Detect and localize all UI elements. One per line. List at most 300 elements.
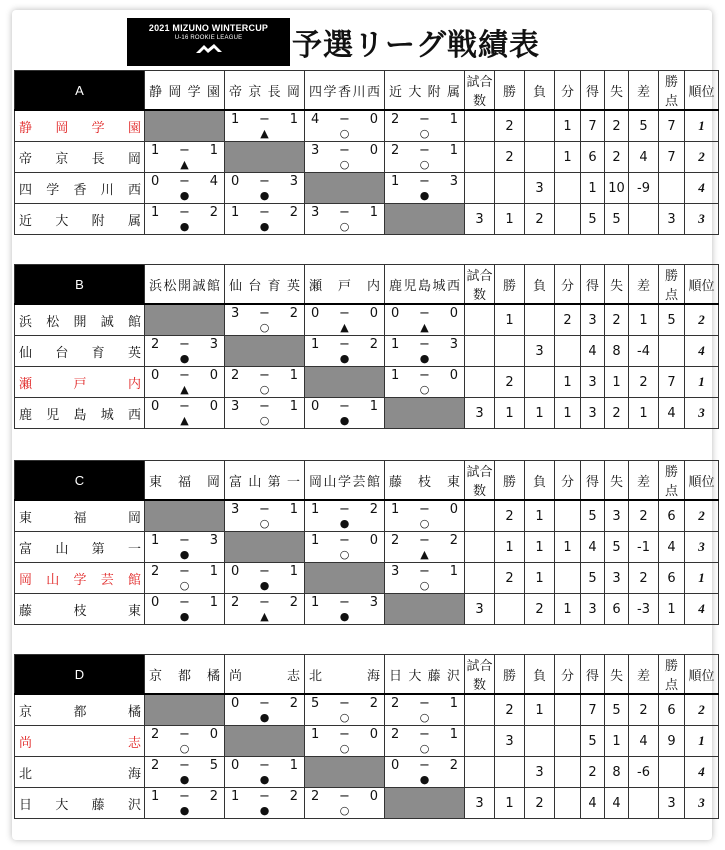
stat-value: 3 xyxy=(525,336,555,367)
stat-value xyxy=(525,726,555,757)
stat-value xyxy=(555,726,581,757)
stat-value xyxy=(465,563,495,594)
stat-value: 3 xyxy=(525,757,555,788)
score-right: 3 xyxy=(449,337,458,352)
match-result xyxy=(145,788,225,819)
stat-value: 7 xyxy=(581,110,605,142)
column-header-team xyxy=(385,461,465,501)
team-name xyxy=(15,173,145,204)
team-row xyxy=(15,110,719,142)
score-left: 4 xyxy=(311,112,320,127)
stat-value: 1 xyxy=(605,726,629,757)
stat-value: 4 xyxy=(605,788,629,819)
stat-value: 7 xyxy=(659,142,685,173)
score-right: 0 xyxy=(449,368,458,383)
match-result xyxy=(145,204,225,235)
rank-value: 2 xyxy=(685,304,719,336)
score-dash: − xyxy=(419,112,430,127)
spread-text: 静 岡 学 園 xyxy=(19,120,141,136)
score-left: 0 xyxy=(151,399,160,414)
match-score xyxy=(385,697,464,711)
group-a-table xyxy=(14,70,719,235)
match-score xyxy=(145,144,224,158)
spread-text: 東 福 岡 xyxy=(149,474,220,490)
stat-value: 1 xyxy=(629,398,659,429)
win-mark-icon: ○ xyxy=(419,383,430,396)
column-header-team xyxy=(305,265,385,305)
team-name xyxy=(15,367,145,398)
stat-value: -4 xyxy=(629,336,659,367)
win-mark-icon: ○ xyxy=(419,742,430,755)
spread-text: 日 大 藤 沢 xyxy=(19,797,141,813)
match-result xyxy=(305,398,385,429)
match-score xyxy=(305,697,384,711)
match-result xyxy=(385,500,465,532)
match-result xyxy=(225,367,305,398)
stat-value: 3 xyxy=(465,204,495,235)
score-dash: − xyxy=(179,174,190,189)
stat-header: 負 xyxy=(525,71,555,111)
score-right: 0 xyxy=(369,112,378,127)
header-row xyxy=(15,461,719,501)
score-right: 0 xyxy=(369,727,378,742)
stat-header: 失 xyxy=(605,71,629,111)
logo-title: 2021 MIZUNO WINTERCUP xyxy=(148,23,269,33)
spread-text: 富 山 第 一 xyxy=(229,474,300,490)
match-score xyxy=(225,206,304,220)
score-right: 5 xyxy=(209,758,218,773)
score-dash: − xyxy=(339,205,350,220)
stat-value xyxy=(525,110,555,142)
stat-value xyxy=(555,694,581,726)
match-score xyxy=(225,697,304,711)
score-right: 1 xyxy=(369,399,378,414)
stat-value: 1 xyxy=(659,594,685,625)
self-match-blank xyxy=(145,110,225,142)
draw-mark-icon: ▲ xyxy=(340,321,349,334)
stat-value xyxy=(465,757,495,788)
match-result xyxy=(145,336,225,367)
loss-mark-icon: ● xyxy=(259,220,270,233)
rank-value: 3 xyxy=(685,398,719,429)
rank-value: 4 xyxy=(685,757,719,788)
stat-value xyxy=(495,336,525,367)
score-left: 1 xyxy=(231,112,240,127)
stat-value xyxy=(495,757,525,788)
draw-mark-icon: ▲ xyxy=(180,158,189,171)
win-mark-icon: ○ xyxy=(419,517,430,530)
score-right: 4 xyxy=(209,174,218,189)
group-b-table xyxy=(14,264,719,429)
spread-text: 北 海 xyxy=(309,668,380,684)
column-header-team xyxy=(305,71,385,111)
match-score xyxy=(305,206,384,220)
stat-value: 2 xyxy=(555,304,581,336)
spread-text: 尚 志 xyxy=(19,735,141,751)
logo-subtitle: U-16 ROOKIE LEAGUE xyxy=(174,35,243,41)
draw-mark-icon: ▲ xyxy=(260,127,269,140)
score-dash: − xyxy=(419,502,430,517)
team-row xyxy=(15,726,719,757)
score-dash: − xyxy=(259,696,270,711)
team-row xyxy=(15,204,719,235)
win-mark-icon: ○ xyxy=(339,548,350,561)
match-score xyxy=(305,503,384,517)
score-dash: − xyxy=(419,758,430,773)
win-mark-icon: ○ xyxy=(419,579,430,592)
match-result xyxy=(145,563,225,594)
score-left: 2 xyxy=(231,595,240,610)
match-score xyxy=(145,206,224,220)
stat-value: 2 xyxy=(495,694,525,726)
spread-text: 浜 松 開 誠 館 xyxy=(19,314,141,330)
stat-value xyxy=(465,500,495,532)
score-right: 1 xyxy=(289,502,298,517)
score-dash: − xyxy=(179,595,190,610)
stat-value: 2 xyxy=(525,204,555,235)
score-dash: − xyxy=(339,337,350,352)
stat-value xyxy=(659,173,685,204)
column-header-team xyxy=(385,655,465,695)
stat-value: 3 xyxy=(525,173,555,204)
match-score xyxy=(225,400,304,414)
match-result xyxy=(225,500,305,532)
score-right: 2 xyxy=(449,758,458,773)
column-header-team xyxy=(145,265,225,305)
spread-text: 京 都 橘 xyxy=(19,704,141,720)
stat-value: -9 xyxy=(629,173,659,204)
score-left: 0 xyxy=(231,564,240,579)
stat-value: 5 xyxy=(605,694,629,726)
stat-value: 1 xyxy=(555,110,581,142)
match-result xyxy=(225,110,305,142)
score-right: 0 xyxy=(369,789,378,804)
match-score xyxy=(145,338,224,352)
match-score xyxy=(305,400,384,414)
rank-value: 1 xyxy=(685,110,719,142)
score-right: 2 xyxy=(369,696,378,711)
score-dash: − xyxy=(259,112,270,127)
match-score xyxy=(305,113,384,127)
stat-value: 1 xyxy=(525,532,555,563)
stat-header: 負 xyxy=(525,655,555,695)
score-left: 0 xyxy=(151,595,160,610)
stat-header: 勝点 xyxy=(659,655,685,695)
stat-value xyxy=(465,304,495,336)
rank-value: 2 xyxy=(685,142,719,173)
score-left: 1 xyxy=(391,502,400,517)
mizuno-runbird-icon xyxy=(194,43,224,55)
match-score xyxy=(145,400,224,414)
stat-value: 1 xyxy=(555,594,581,625)
score-left: 2 xyxy=(391,696,400,711)
spread-text: 京 都 橘 xyxy=(149,668,220,684)
self-match-blank xyxy=(385,594,465,625)
match-result xyxy=(305,204,385,235)
match-score xyxy=(225,565,304,579)
stat-value xyxy=(555,204,581,235)
team-row xyxy=(15,694,719,726)
score-right: 2 xyxy=(209,789,218,804)
team-row xyxy=(15,398,719,429)
score-left: 2 xyxy=(391,112,400,127)
loss-mark-icon: ● xyxy=(259,189,270,202)
column-header-team xyxy=(305,461,385,501)
stat-header: 得 xyxy=(581,461,605,501)
stat-value: 4 xyxy=(659,532,685,563)
score-left: 1 xyxy=(311,502,320,517)
score-right: 2 xyxy=(449,533,458,548)
stat-value: -6 xyxy=(629,757,659,788)
group-c-table xyxy=(14,460,719,625)
self-match-blank xyxy=(385,788,465,819)
stat-header: 失 xyxy=(605,461,629,501)
score-dash: − xyxy=(339,595,350,610)
stat-header: 勝 xyxy=(495,655,525,695)
stat-value xyxy=(465,367,495,398)
match-result xyxy=(385,726,465,757)
match-score xyxy=(145,369,224,383)
score-dash: − xyxy=(179,789,190,804)
score-dash: − xyxy=(179,337,190,352)
score-right: 2 xyxy=(369,337,378,352)
stat-value: 5 xyxy=(581,204,605,235)
stat-value: 10 xyxy=(605,173,629,204)
score-right: 0 xyxy=(449,502,458,517)
score-left: 0 xyxy=(151,368,160,383)
match-score xyxy=(225,503,304,517)
match-score xyxy=(385,113,464,127)
score-dash: − xyxy=(419,727,430,742)
stat-value: 4 xyxy=(629,142,659,173)
stat-value: 7 xyxy=(659,110,685,142)
rank-value: 4 xyxy=(685,173,719,204)
self-match-blank xyxy=(145,304,225,336)
win-mark-icon: ○ xyxy=(339,711,350,724)
rank-value: 2 xyxy=(685,694,719,726)
score-left: 2 xyxy=(391,727,400,742)
loss-mark-icon: ● xyxy=(339,352,350,365)
stat-value xyxy=(465,336,495,367)
score-left: 0 xyxy=(391,306,400,321)
rank-value: 1 xyxy=(685,563,719,594)
stat-value xyxy=(555,336,581,367)
loss-mark-icon: ● xyxy=(339,610,350,623)
match-score xyxy=(385,144,464,158)
score-left: 2 xyxy=(391,533,400,548)
score-dash: − xyxy=(339,502,350,517)
match-score xyxy=(225,596,304,610)
team-name xyxy=(15,336,145,367)
match-score xyxy=(225,175,304,189)
stat-header: 試合数 xyxy=(465,461,495,501)
score-dash: − xyxy=(259,564,270,579)
stat-header: 得 xyxy=(581,655,605,695)
spread-text: 鹿 児 島 城 西 xyxy=(389,278,460,294)
stat-value xyxy=(555,788,581,819)
score-left: 1 xyxy=(391,337,400,352)
match-result xyxy=(305,500,385,532)
match-score xyxy=(385,503,464,517)
match-result xyxy=(385,694,465,726)
stat-value xyxy=(465,110,495,142)
match-score xyxy=(145,759,224,773)
score-right: 1 xyxy=(449,143,458,158)
match-score xyxy=(225,113,304,127)
score-dash: − xyxy=(179,727,190,742)
score-left: 3 xyxy=(231,306,240,321)
score-right: 2 xyxy=(289,696,298,711)
score-right: 2 xyxy=(289,595,298,610)
score-right: 1 xyxy=(449,564,458,579)
stat-value xyxy=(555,757,581,788)
self-match-blank xyxy=(305,173,385,204)
self-match-blank xyxy=(225,142,305,173)
spread-text: 帝 京 長 岡 xyxy=(229,84,300,100)
match-result xyxy=(145,532,225,563)
match-result xyxy=(225,694,305,726)
match-result xyxy=(385,563,465,594)
score-left: 1 xyxy=(151,789,160,804)
win-mark-icon: ○ xyxy=(419,158,430,171)
stat-header: 勝 xyxy=(495,71,525,111)
stat-value: 9 xyxy=(659,726,685,757)
score-right: 2 xyxy=(289,789,298,804)
score-left: 3 xyxy=(311,205,320,220)
stat-value: 1 xyxy=(525,694,555,726)
win-mark-icon: ○ xyxy=(259,414,270,427)
stat-value: 2 xyxy=(605,304,629,336)
score-left: 3 xyxy=(231,502,240,517)
stat-value: 5 xyxy=(605,204,629,235)
win-mark-icon: ○ xyxy=(179,579,190,592)
score-left: 1 xyxy=(311,595,320,610)
stat-value: 1 xyxy=(555,532,581,563)
spread-text: 富 山 第 一 xyxy=(19,541,141,557)
match-result xyxy=(145,142,225,173)
win-mark-icon: ○ xyxy=(419,127,430,140)
self-match-blank xyxy=(225,726,305,757)
stat-value: 3 xyxy=(465,594,495,625)
team-name xyxy=(15,204,145,235)
win-mark-icon: ○ xyxy=(259,321,270,334)
score-right: 0 xyxy=(369,306,378,321)
match-score xyxy=(385,534,464,548)
score-dash: − xyxy=(419,533,430,548)
score-right: 0 xyxy=(369,143,378,158)
stat-value: 3 xyxy=(659,204,685,235)
spread-text: 四 学 香 川 西 xyxy=(309,84,380,100)
stat-value: 2 xyxy=(629,563,659,594)
column-header-team xyxy=(145,655,225,695)
loss-mark-icon: ● xyxy=(419,189,430,202)
stat-value: 1 xyxy=(525,398,555,429)
score-left: 1 xyxy=(151,533,160,548)
stat-value: 1 xyxy=(555,367,581,398)
stat-value: 5 xyxy=(605,532,629,563)
score-right: 2 xyxy=(369,502,378,517)
score-dash: − xyxy=(179,564,190,579)
team-row xyxy=(15,142,719,173)
score-left: 0 xyxy=(231,758,240,773)
match-result xyxy=(305,142,385,173)
team-name xyxy=(15,788,145,819)
stat-value: 3 xyxy=(605,563,629,594)
stat-value: 6 xyxy=(659,500,685,532)
team-name xyxy=(15,532,145,563)
spread-text: 岡 山 学 芸 館 xyxy=(19,572,141,588)
stat-value: 3 xyxy=(581,304,605,336)
score-left: 0 xyxy=(311,306,320,321)
match-score xyxy=(385,759,464,773)
spread-text: 岡 山 学 芸 館 xyxy=(309,474,380,490)
stat-value: 2 xyxy=(525,594,555,625)
match-result xyxy=(385,532,465,563)
match-score xyxy=(145,728,224,742)
match-result xyxy=(145,757,225,788)
stat-header: 順位 xyxy=(685,71,719,111)
match-result xyxy=(225,204,305,235)
match-result xyxy=(305,726,385,757)
score-right: 2 xyxy=(209,205,218,220)
score-dash: − xyxy=(259,595,270,610)
stat-value: 3 xyxy=(465,788,495,819)
score-left: 2 xyxy=(391,143,400,158)
stat-value xyxy=(525,142,555,173)
spread-text: 四 学 香 川 西 xyxy=(19,182,141,198)
tournament-logo xyxy=(127,18,290,66)
score-right: 1 xyxy=(289,758,298,773)
match-score xyxy=(305,728,384,742)
stat-header: 試合数 xyxy=(465,265,495,305)
score-right: 3 xyxy=(449,174,458,189)
stat-value xyxy=(465,142,495,173)
match-score xyxy=(305,338,384,352)
score-dash: − xyxy=(179,143,190,158)
score-right: 1 xyxy=(209,564,218,579)
match-result xyxy=(305,110,385,142)
stat-value: 1 xyxy=(555,142,581,173)
header-row xyxy=(15,655,719,695)
draw-mark-icon: ▲ xyxy=(260,610,269,623)
match-result xyxy=(145,726,225,757)
score-dash: − xyxy=(259,174,270,189)
stat-header: 勝点 xyxy=(659,461,685,501)
stat-value: 2 xyxy=(629,500,659,532)
stat-value: 2 xyxy=(495,563,525,594)
team-row xyxy=(15,594,719,625)
score-dash: − xyxy=(339,727,350,742)
score-dash: − xyxy=(339,696,350,711)
loss-mark-icon: ● xyxy=(179,352,190,365)
stat-header: 順位 xyxy=(685,655,719,695)
draw-mark-icon: ▲ xyxy=(420,548,429,561)
match-result xyxy=(385,757,465,788)
spread-text: 仙 台 育 英 xyxy=(19,345,141,361)
score-dash: − xyxy=(259,758,270,773)
stat-value: 4 xyxy=(659,398,685,429)
score-dash: − xyxy=(419,564,430,579)
spread-text: 瀬 戸 内 xyxy=(19,376,141,392)
stat-header: 勝点 xyxy=(659,265,685,305)
column-header-team xyxy=(385,265,465,305)
stat-value: 1 xyxy=(495,304,525,336)
team-name xyxy=(15,594,145,625)
score-dash: − xyxy=(419,143,430,158)
score-dash: − xyxy=(339,533,350,548)
match-score xyxy=(145,534,224,548)
rank-value: 2 xyxy=(685,500,719,532)
